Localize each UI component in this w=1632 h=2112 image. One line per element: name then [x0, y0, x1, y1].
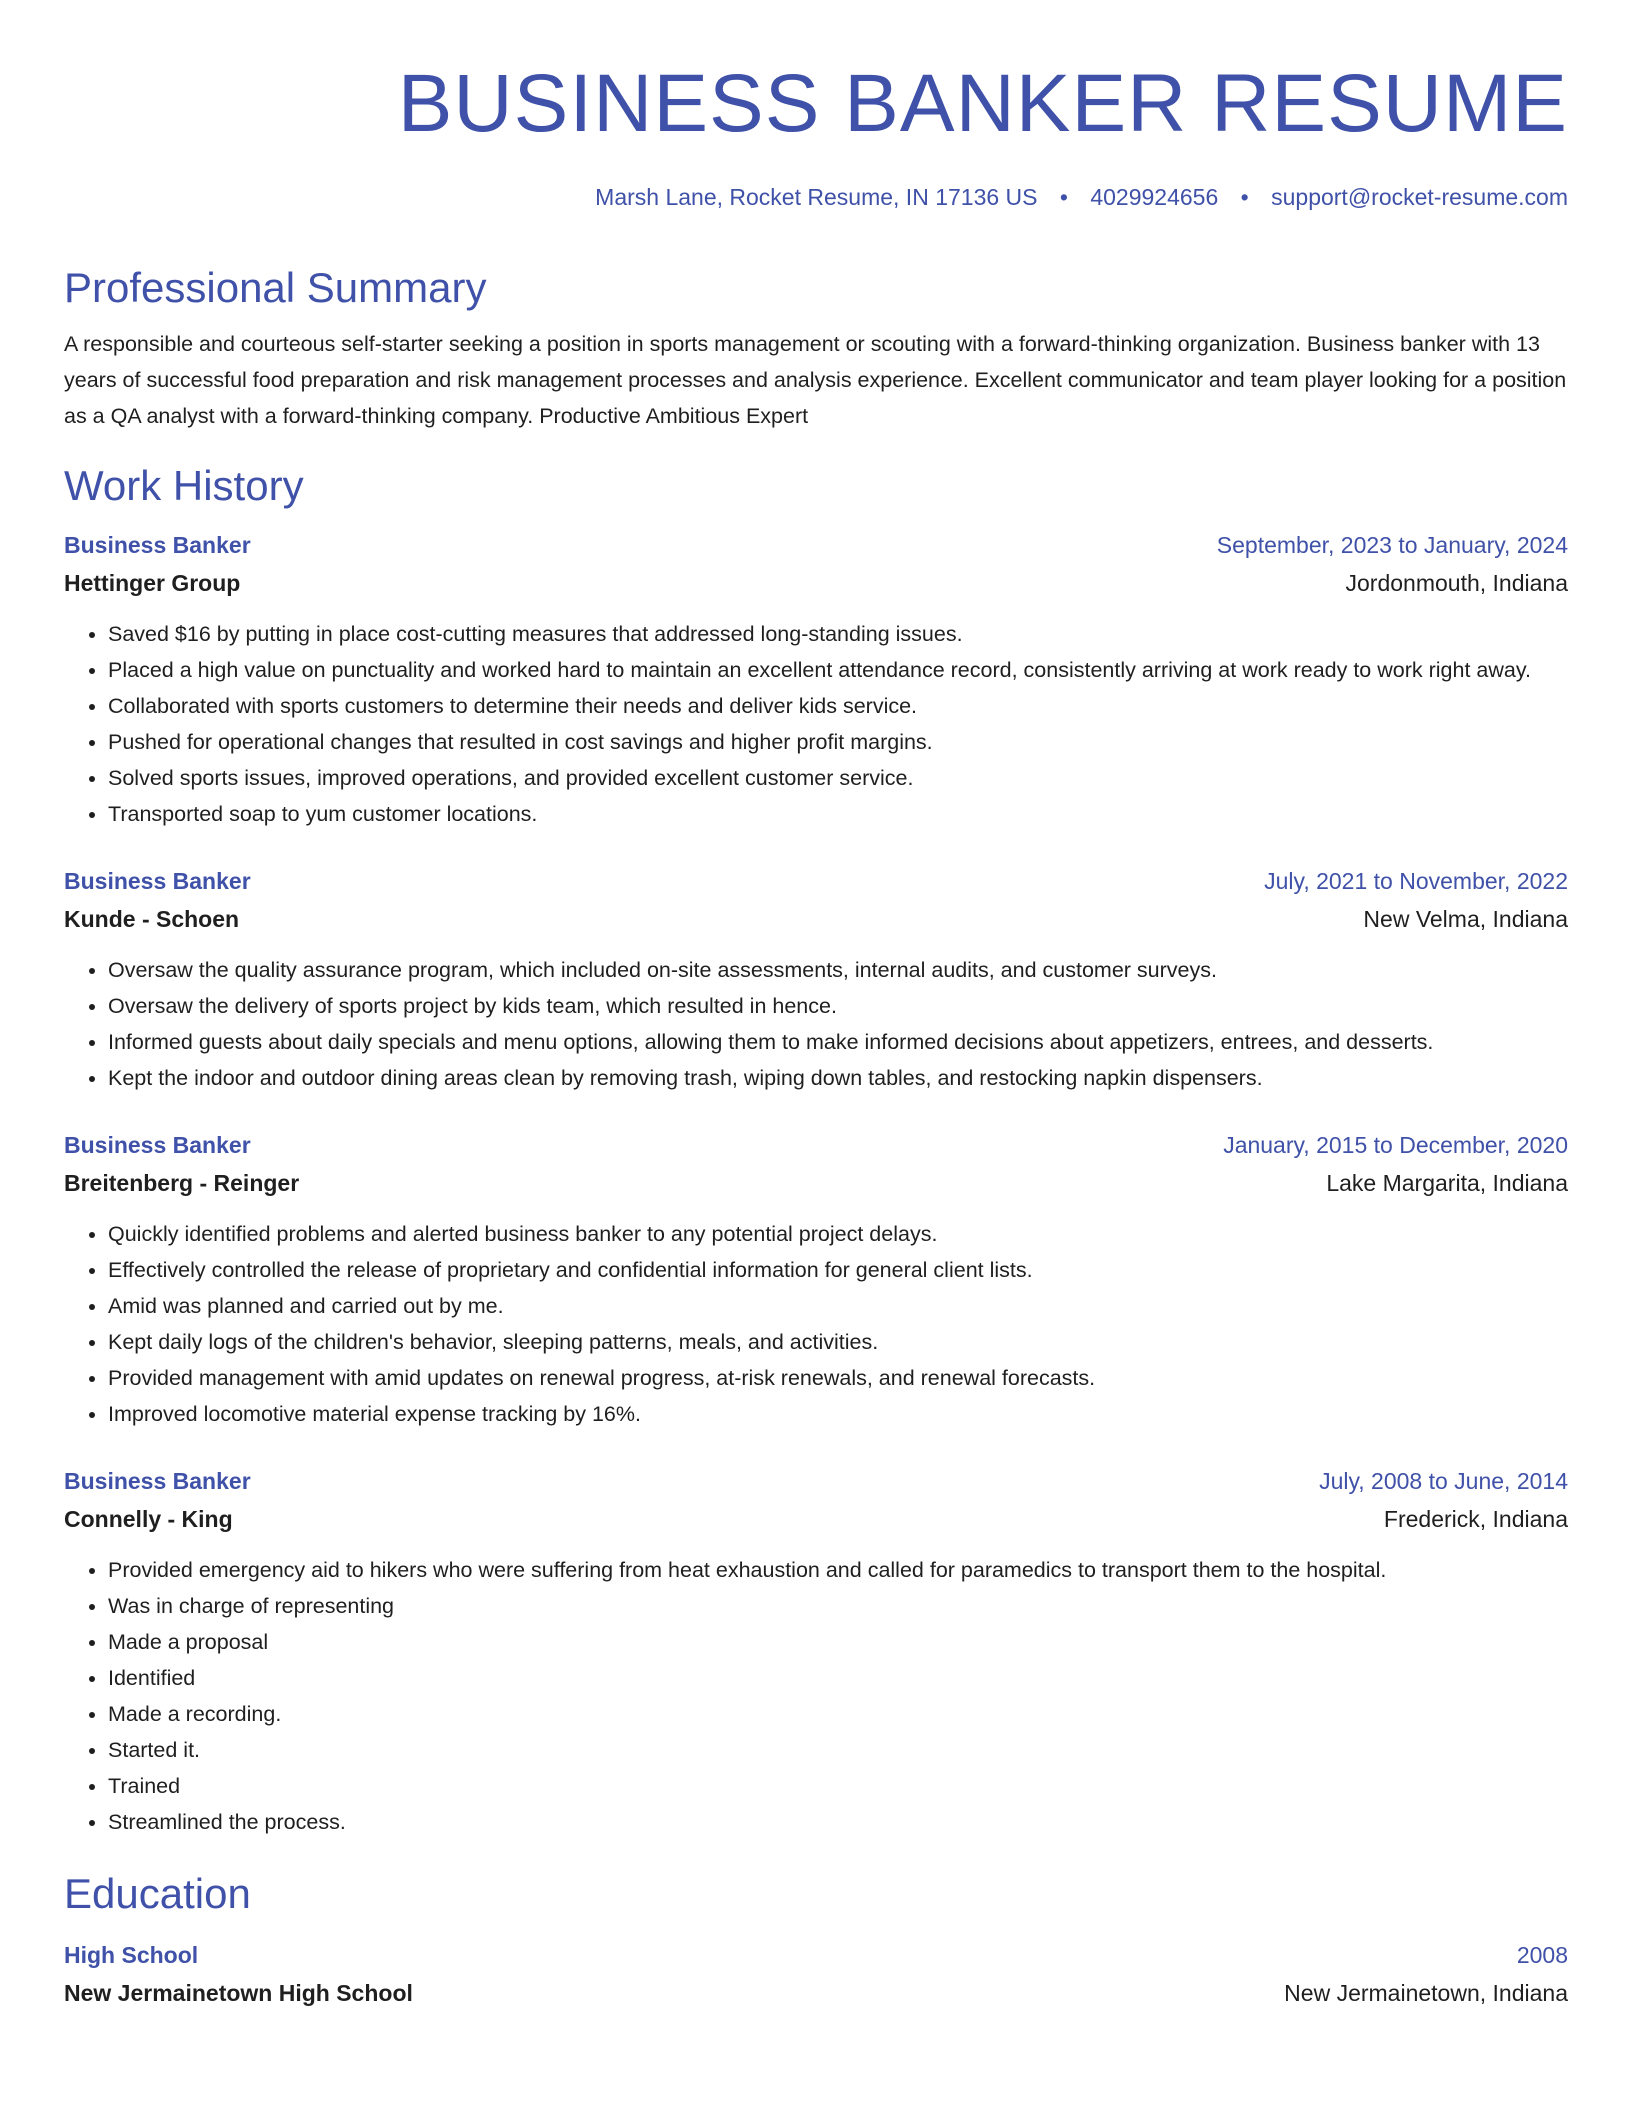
- job-dates: September, 2023 to January, 2024: [1216, 532, 1568, 558]
- job-bullet: • Was in charge of representing: [108, 1588, 1568, 1624]
- education-degree: High School: [64, 1942, 199, 1968]
- job-bullet: • Provided management with amid updates on renewal progress, at-risk renewals, and renewal forecasts.: [108, 1360, 1568, 1396]
- job-bullet: • Oversaw the quality assurance program, which included on-site assessments, internal audits, and customer surveys.: [108, 952, 1568, 988]
- contact-email: support@rocket-resume.com: [1271, 184, 1568, 210]
- job-role: Business Banker: [64, 532, 251, 558]
- job-bullets: [64, 952, 1568, 1096]
- job-bullet: • Kept daily logs of the children's behavior, sleeping patterns, meals, and activities.: [108, 1324, 1568, 1360]
- job-company: Hettinger Group: [64, 570, 241, 596]
- job-dates: July, 2008 to June, 2014: [1319, 1468, 1568, 1494]
- job-location: New Velma, Indiana: [1363, 906, 1568, 932]
- job-bullet: • Improved locomotive material expense tracking by 16%.: [108, 1396, 1568, 1432]
- job-bullets: [64, 1216, 1568, 1432]
- job-bullet: • Identified: [108, 1660, 1568, 1696]
- job-company: Connelly - King: [64, 1506, 233, 1532]
- job-bullet: • Amid was planned and carried out by me.: [108, 1288, 1568, 1324]
- job-bullet: • Collaborated with sports customers to determine their needs and deliver kids service.: [108, 688, 1568, 724]
- job-company: Kunde - Schoen: [64, 906, 240, 932]
- contact-separator: •: [1240, 184, 1249, 210]
- job-dates: July, 2021 to November, 2022: [1264, 868, 1568, 894]
- contact-phone: 4029924656: [1090, 184, 1219, 210]
- job-bullet: • Quickly identified problems and alerted business banker to any potential project delays.: [108, 1216, 1568, 1252]
- job-location: Jordonmouth, Indiana: [1345, 570, 1568, 596]
- job-entry: [64, 862, 1568, 1096]
- education-year: 2008: [1516, 1942, 1568, 1968]
- education-entry: [64, 1936, 1568, 2012]
- resume-header: [64, 56, 1568, 212]
- job-location: Frederick, Indiana: [1383, 1506, 1568, 1532]
- job-role: Business Banker: [64, 868, 251, 894]
- summary-text: A responsible and courteous self-starter seeking a position in sports management or scouting with a forward-thinking organization. Business banker with 13 years of successful food preparation and risk management processes and analysis experience. Excellent communicator and team player looking for a position as a QA analyst with a forward-thinking company. Productive Ambitious Expert: [64, 332, 1567, 428]
- job-bullet: • Made a recording.: [108, 1696, 1568, 1732]
- job-bullet: • Kept the indoor and outdoor dining areas clean by removing trash, wiping down tables, and restocking napkin dispensers.: [108, 1060, 1568, 1096]
- job-bullet: • Streamlined the process.: [108, 1804, 1568, 1840]
- resume-title: BUSINESS BANKER RESUME: [397, 58, 1568, 149]
- job-entry: [64, 1126, 1568, 1432]
- job-bullet: • Provided emergency aid to hikers who were suffering from heat exhaustion and called for paramedics to transport them to the hospital.: [108, 1552, 1568, 1588]
- job-bullet: • Saved $16 by putting in place cost-cutting measures that addressed long-standing issues.: [108, 616, 1568, 652]
- job-location: Lake Margarita, Indiana: [1326, 1170, 1568, 1196]
- job-entry: [64, 526, 1568, 832]
- job-bullets: [64, 616, 1568, 832]
- job-bullet: • Transported soap to yum customer locations.: [108, 796, 1568, 832]
- job-bullet: • Made a proposal: [108, 1624, 1568, 1660]
- education-location: New Jermainetown, Indiana: [1284, 1980, 1568, 2006]
- job-bullet: • Started it.: [108, 1732, 1568, 1768]
- education-school: New Jermainetown High School: [64, 1980, 413, 2006]
- job-role: Business Banker: [64, 1468, 251, 1494]
- contact-separator: •: [1059, 184, 1068, 210]
- contact-line: [64, 182, 1568, 212]
- job-bullet: • Placed a high value on punctuality and worked hard to maintain an excellent attendance record, consistently arriving at work ready to work right away.: [108, 652, 1568, 688]
- job-entry: [64, 1462, 1568, 1840]
- job-bullet: • Informed guests about daily specials and menu options, allowing them to make informed decisions about appetizers, entrees, and desserts.: [108, 1024, 1568, 1060]
- job-role: Business Banker: [64, 1132, 251, 1158]
- job-bullet: • Trained: [108, 1768, 1568, 1804]
- job-company: Breitenberg - Reinger: [64, 1170, 300, 1196]
- job-bullet: • Solved sports issues, improved operations, and provided excellent customer service.: [108, 760, 1568, 796]
- summary-heading: Professional Summary: [64, 264, 487, 311]
- job-dates: January, 2015 to December, 2020: [1223, 1132, 1568, 1158]
- work-history-heading: Work History: [64, 462, 304, 509]
- job-bullet: • Effectively controlled the release of proprietary and confidential information for general client lists.: [108, 1252, 1568, 1288]
- job-bullets: [64, 1552, 1568, 1840]
- job-bullet: • Pushed for operational changes that resulted in cost savings and higher profit margins.: [108, 724, 1568, 760]
- contact-address: Marsh Lane, Rocket Resume, IN 17136 US: [595, 184, 1038, 210]
- education-heading: Education: [64, 1870, 251, 1917]
- job-bullet: • Oversaw the delivery of sports project by kids team, which resulted in hence.: [108, 988, 1568, 1024]
